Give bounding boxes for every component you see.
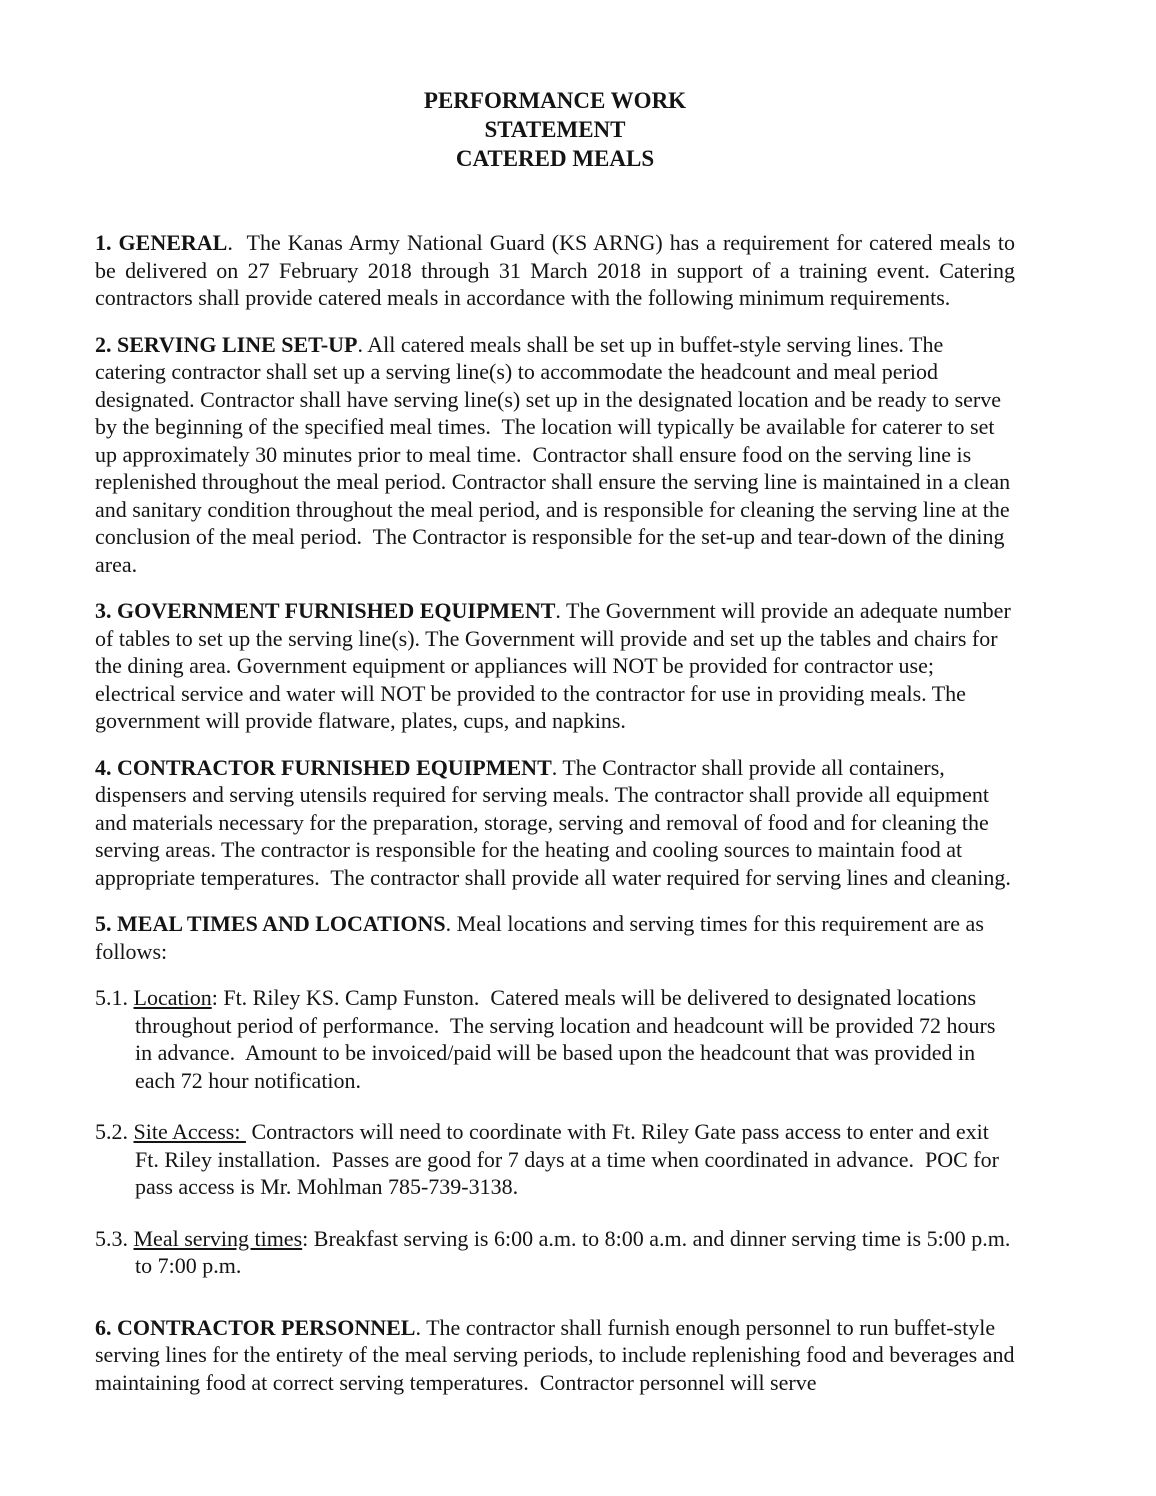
section-1-text: The Kanas Army National Guard (KS ARNG) has a requirement for catered meals to be delivered on 27 February 2018 through 31 March 2018 in support of a training event. Catering contractors shall provide catered meals in accordance with the following minimum requirements. (95, 230, 1021, 310)
section-2-text: All catered meals shall be set up in buffet-style serving lines. The catering contractor shall set up a serving line(s) to accommodate the headcount and meal period designated. Contractor shall have serving line(s) set up in the designated location and be ready to serve by the beginning of the specified meal times. The location will typically be available for caterer to set up approximately 30 minutes prior to meal time. Contractor shall ensure food on the serving line is replenished throughout the meal period. Contractor shall ensure the serving line is maintained in a clean and sanitary condition throughout the meal period, and is responsible for cleaning the serving line at the conclusion of the meal period. The Contractor is responsible for the set-up and tear-down of the dining area. (95, 331, 1016, 577)
section-3-separator: . (555, 598, 567, 623)
subsection-5-1-label: Location (133, 985, 212, 1010)
section-2-serving-line-paragraph (95, 331, 1015, 579)
section-1-separator: . (227, 230, 247, 255)
section-6-text: The contractor shall furnish enough personnel to run buffet-style serving lines for the entirety of the meal serving periods, to include replenishing food and beverages and maintaining food at correct serving temperatures. Contractor personnel will serve (95, 1314, 1020, 1395)
section-6-heading: 6. CONTRACTOR PERSONNEL (95, 1314, 416, 1340)
subsection-5-1-location (95, 984, 1015, 1094)
title-line-1: PERFORMANCE WORK (423, 88, 687, 113)
subsection-5-2-text: Contractors will need to coordinate with Ft. Riley Gate pass access to enter and exit Ft. Riley installation. Passes are good for 7 days at a time when coordinated in advance. POC for pass access is Mr. Mohlman 785-739-3138. (135, 1119, 1005, 1199)
section-5-separator: . (445, 911, 457, 936)
section-1-heading: 1. GENERAL (95, 230, 228, 255)
section-3-text: The Government will provide an adequate number of tables to set up the serving line(s). The Government will provide and set up the tables and chairs for the dining area. Government equipment or appliances will NOT be provided for contractor use; electrical service and water will NOT be provided to the contractor for use in providing meals. The government will provide flatware, plates, cups, and napkins. (95, 598, 1017, 733)
section-5-heading: 5. MEAL TIMES AND LOCATIONS (95, 911, 446, 936)
subsection-5-3-text: Breakfast serving is 6:00 a.m. to 8:00 a.m. and dinner serving time is 5:00 p.m. to 7:00 p.m. (135, 1225, 1016, 1278)
section-2-separator: . (357, 331, 368, 357)
section-6-separator: . (415, 1314, 427, 1340)
subsection-5-3-label: Meal serving times (133, 1225, 303, 1251)
subsection-5-2-label: Site Access: (133, 1119, 246, 1144)
subsection-5-3-number: 5.3. (95, 1225, 134, 1251)
subsection-5-1-text: Ft. Riley KS. Camp Funston. Catered meals will be delivered to designated locations throughout period of performance. The serving location and headcount will be provided 72 hours in advance. Amount to be invoiced/paid will be based upon the headcount that was provided in each 72 hour notification. (135, 985, 1001, 1093)
subsection-5-3-meal-serving-times (95, 1225, 1015, 1280)
section-6-contractor-personnel-paragraph (95, 1314, 1020, 1397)
section-4-separator: . (551, 754, 563, 780)
subsection-5-1-separator: : (211, 985, 224, 1010)
section-4-heading: 4. CONTRACTOR FURNISHED EQUIPMENT (95, 754, 552, 780)
section-4-text: The Contractor shall provide all containers, dispensers and serving utensils required for serving meals. The contractor shall provide all equipment and materials necessary for the preparation, storage, serving and removal of food and for cleaning the serving areas. The contractor is responsible for the heating and cooling sources to maintain food at appropriate temperatures. The contractor shall provide all water required for serving lines and cleaning. (95, 754, 1011, 890)
section-1-general-paragraph (95, 229, 1021, 312)
subsection-5-2-number: 5.2. (95, 1119, 134, 1144)
section-5-text: Meal locations and serving times for this requirement are as follows: (95, 911, 990, 964)
document-title (95, 86, 1015, 173)
section-3-government-equipment-paragraph (95, 597, 1015, 735)
subsection-5-1-number: 5.1. (95, 985, 134, 1010)
title-line-2: STATEMENT (484, 117, 626, 142)
subsection-5-3-separator: : (302, 1225, 314, 1251)
subsection-5-2-site-access (95, 1118, 1015, 1201)
section-2-heading: 2. SERVING LINE SET-UP (95, 331, 358, 357)
section-5-meal-times-paragraph (95, 910, 1015, 965)
section-3-heading: 3. GOVERNMENT FURNISHED EQUIPMENT (95, 598, 556, 623)
title-line-3: CATERED MEALS (455, 146, 655, 171)
section-4-contractor-equipment-paragraph (95, 754, 1015, 892)
